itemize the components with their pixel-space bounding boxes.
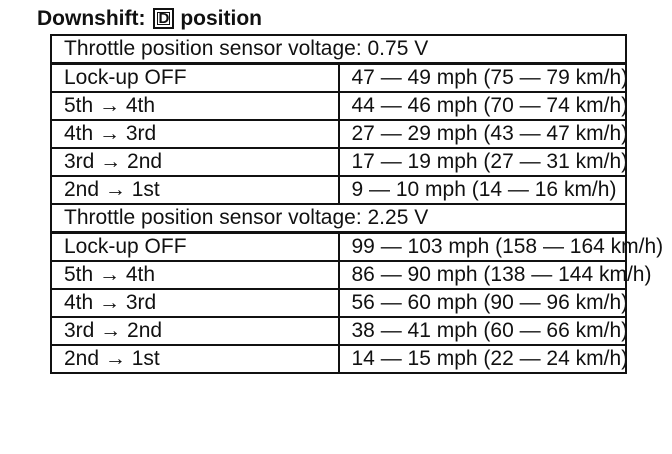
shift-label: Lock-up OFF: [51, 64, 339, 93]
section-header: Throttle position sensor voltage: 2.25 V: [51, 204, 626, 233]
table-row: [51, 64, 626, 93]
table-row: [51, 120, 626, 148]
section-header-row: [51, 35, 626, 64]
speed-value: 86 — 90 mph (138 — 144 km/h): [339, 261, 627, 289]
table-row: [51, 176, 626, 204]
heading-suffix: position: [180, 7, 262, 30]
speed-value: 44 — 46 mph (70 — 74 km/h): [339, 92, 627, 120]
table-row: [51, 233, 626, 262]
speed-value: 56 — 60 mph (90 — 96 km/h): [339, 289, 627, 317]
speed-value: 9 — 10 mph (14 — 16 km/h): [339, 176, 627, 204]
speed-value: 47 — 49 mph (75 — 79 km/h): [339, 64, 627, 93]
speed-value: 14 — 15 mph (22 — 24 km/h): [339, 345, 627, 373]
shift-label: 3rd → 2nd: [51, 148, 339, 176]
shift-label: 3rd → 2nd: [51, 317, 339, 345]
downshift-speed-table: [50, 34, 664, 374]
table-row: [51, 289, 626, 317]
shift-label: 2nd → 1st: [51, 176, 339, 204]
shift-label: 5th → 4th: [51, 261, 339, 289]
speed-value: 99 — 103 mph (158 — 164 km/h): [339, 233, 627, 262]
speed-value: 27 — 29 mph (43 — 47 km/h): [339, 120, 627, 148]
shift-label: 5th → 4th: [51, 92, 339, 120]
table-row: [51, 345, 626, 373]
speed-value: 17 — 19 mph (27 — 31 km/h): [339, 148, 627, 176]
table-row: [51, 317, 626, 345]
section-header: Throttle position sensor voltage: 0.75 V: [51, 35, 626, 64]
shift-label: 4th → 3rd: [51, 120, 339, 148]
shift-label: 2nd → 1st: [51, 345, 339, 373]
table-row: [51, 261, 626, 289]
table-row: [51, 148, 626, 176]
section-header-row: [51, 204, 626, 233]
d-position-symbol: D: [153, 8, 174, 29]
heading-prefix: Downshift:: [37, 7, 146, 30]
speed-value: 38 — 41 mph (60 — 66 km/h): [339, 317, 627, 345]
shift-label: 4th → 3rd: [51, 289, 339, 317]
table-row: [51, 92, 626, 120]
shift-label: Lock-up OFF: [51, 233, 339, 262]
page-title: [37, 4, 262, 34]
